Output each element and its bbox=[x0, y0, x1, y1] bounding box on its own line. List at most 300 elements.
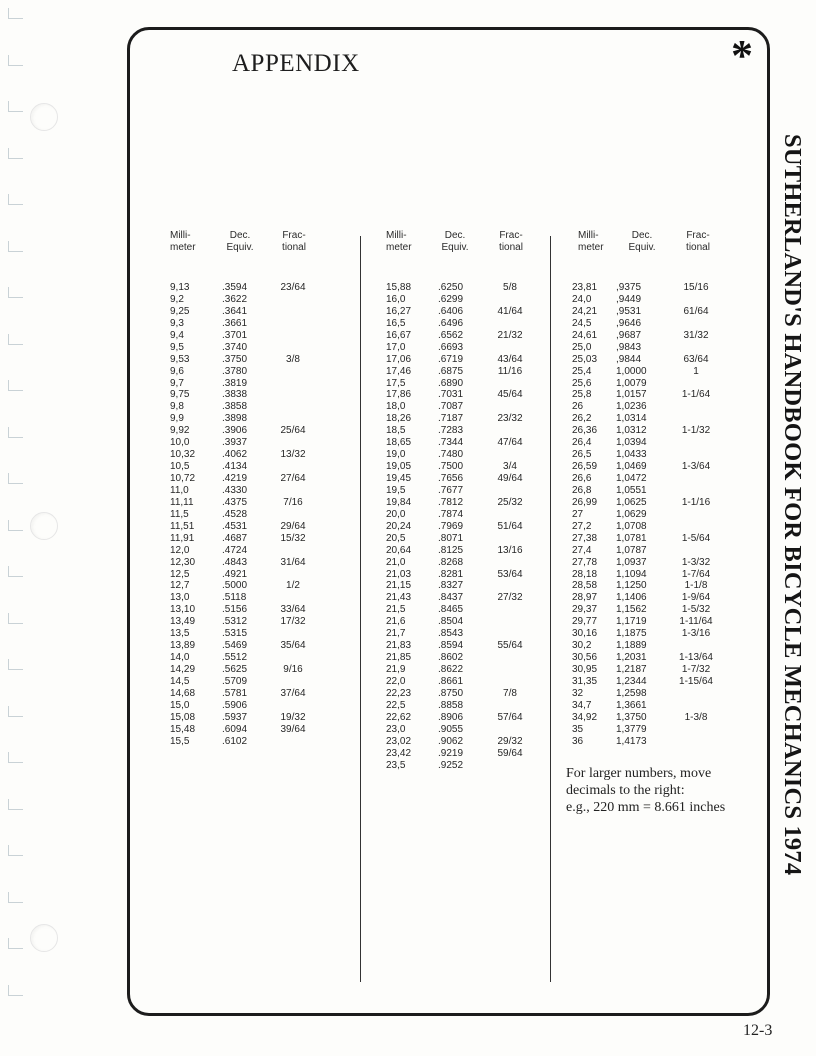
table-cell: 47/64 bbox=[497, 437, 523, 449]
millimeter-column bbox=[170, 282, 220, 748]
table-cell: 26,99 bbox=[572, 496, 598, 508]
table-cell: 18,0 bbox=[386, 401, 406, 413]
table-cell: 22,62 bbox=[386, 711, 412, 723]
fraction-column bbox=[666, 282, 726, 748]
table-cell bbox=[666, 401, 726, 413]
table-cell: 13,5 bbox=[170, 628, 190, 640]
binder-tab-mark bbox=[8, 8, 23, 19]
table-cell: ,9844 bbox=[616, 353, 642, 365]
binder-tab-mark bbox=[8, 427, 23, 438]
table-cell bbox=[666, 294, 726, 306]
table-cell: 9,6 bbox=[170, 365, 184, 377]
table-cell: 25,03 bbox=[572, 353, 598, 365]
table-cell: .6406 bbox=[438, 305, 464, 317]
table-cell: .7874 bbox=[438, 508, 464, 520]
table-cell: .8504 bbox=[438, 616, 464, 628]
table-cell: .4921 bbox=[222, 568, 248, 580]
table-cell: 1,1875 bbox=[616, 628, 647, 640]
table-cell: .4375 bbox=[222, 496, 248, 508]
table-cell: .4528 bbox=[222, 508, 248, 520]
table-cell: .3750 bbox=[222, 353, 248, 365]
table-cell: 26,36 bbox=[572, 425, 598, 437]
table-cell bbox=[666, 378, 726, 390]
table-cell: .7087 bbox=[438, 401, 464, 413]
table-cell: .5937 bbox=[222, 711, 248, 723]
binder-tab-mark bbox=[8, 194, 23, 205]
table-cell: .8661 bbox=[438, 675, 464, 687]
table-cell: 28,97 bbox=[572, 592, 598, 604]
table-cell bbox=[266, 401, 320, 413]
table-cell bbox=[266, 592, 320, 604]
table-cell: .8858 bbox=[438, 699, 464, 711]
table-cell bbox=[482, 509, 538, 521]
table-cell: .4531 bbox=[222, 520, 248, 532]
table-cell: 20,24 bbox=[386, 520, 412, 532]
table-cell bbox=[266, 318, 320, 330]
table-cell: .7344 bbox=[438, 437, 464, 449]
table-cell: 13/16 bbox=[497, 544, 523, 556]
table-cell: 31/32 bbox=[683, 329, 709, 341]
table-cell: 27,2 bbox=[572, 520, 592, 532]
table-cell: .7677 bbox=[438, 484, 464, 496]
table-cell: .8281 bbox=[438, 568, 464, 580]
table-cell: .8602 bbox=[438, 652, 464, 664]
table-cell bbox=[482, 401, 538, 413]
table-cell bbox=[266, 330, 320, 342]
table-cell bbox=[666, 318, 726, 330]
binder-tab-mark bbox=[8, 845, 23, 856]
table-cell: 1,1406 bbox=[616, 592, 647, 604]
table-cell: 16,0 bbox=[386, 293, 406, 305]
binder-tab-mark bbox=[8, 752, 23, 763]
table-cell: 18,26 bbox=[386, 413, 412, 425]
table-cell: 1,2344 bbox=[616, 675, 647, 687]
table-cell: .8622 bbox=[438, 664, 464, 675]
table-cell: 27 bbox=[572, 508, 584, 520]
table-cell: 1-5/64 bbox=[681, 532, 711, 544]
table-cell: 1-1/32 bbox=[681, 425, 711, 437]
table-cell: .7656 bbox=[438, 473, 464, 484]
table-cell: .6299 bbox=[438, 293, 464, 305]
table-cell: 15,5 bbox=[170, 735, 190, 747]
table-cell: 32 bbox=[572, 687, 584, 699]
table-cell: 33/64 bbox=[280, 604, 306, 616]
table-cell: 22,0 bbox=[386, 675, 406, 687]
table-cell: 37/64 bbox=[280, 687, 306, 699]
table-cell: 17,46 bbox=[386, 365, 412, 377]
header-millimeter: Milli- meter bbox=[578, 230, 604, 253]
table-cell: 21,83 bbox=[386, 640, 412, 652]
binder-tab-mark bbox=[8, 613, 23, 624]
table-cell: 1,0236 bbox=[616, 401, 647, 413]
header-decimal: Dec. Equiv. bbox=[226, 230, 254, 253]
table-cell: 1,1250 bbox=[616, 580, 647, 592]
table-cell: .9062 bbox=[438, 735, 464, 747]
table-cell: .3740 bbox=[222, 341, 248, 353]
table-cell: 15,48 bbox=[170, 723, 196, 735]
table-cell: .4843 bbox=[222, 556, 248, 568]
table-cell: .3937 bbox=[222, 437, 248, 449]
table-cell: .3701 bbox=[222, 329, 248, 341]
table-cell: 27/32 bbox=[497, 592, 523, 604]
table-cell: .3780 bbox=[222, 365, 248, 377]
table-cell: 1,0781 bbox=[616, 532, 647, 544]
table-cell: 35 bbox=[572, 723, 584, 735]
table-cell: 24,61 bbox=[572, 329, 598, 341]
binder-tab-mark bbox=[8, 241, 23, 252]
table-cell: .4134 bbox=[222, 461, 248, 473]
table-cell: 12,0 bbox=[170, 544, 190, 556]
binder-tab-mark bbox=[8, 55, 23, 66]
table-cell: .5781 bbox=[222, 687, 248, 699]
table-cell: .3594 bbox=[222, 282, 248, 293]
table-cell: 11,5 bbox=[170, 508, 189, 520]
table-cell: 15/16 bbox=[683, 282, 709, 293]
table-cell: .8268 bbox=[438, 556, 464, 568]
table-cell: 34,92 bbox=[572, 711, 598, 723]
table-cell: .8543 bbox=[438, 628, 464, 640]
decimal-column bbox=[438, 282, 488, 771]
table-cell bbox=[266, 437, 320, 449]
column-divider bbox=[360, 236, 361, 982]
table-cell: .8594 bbox=[438, 640, 464, 652]
table-cell: 13/32 bbox=[280, 449, 306, 461]
table-cell: 1,3750 bbox=[616, 711, 647, 723]
table-cell: 35/64 bbox=[280, 640, 306, 652]
table-cell: 29,37 bbox=[572, 604, 598, 616]
table-cell bbox=[482, 378, 538, 390]
table-cell: 9,53 bbox=[170, 353, 190, 365]
table-cell: 27,78 bbox=[572, 556, 598, 568]
header-decimal: Dec. Equiv. bbox=[441, 230, 469, 253]
table-cell: 9,75 bbox=[170, 389, 190, 401]
table-cell bbox=[266, 461, 320, 473]
table-cell bbox=[266, 378, 320, 390]
table-cell: 1,0000 bbox=[616, 365, 647, 377]
binder-tab-mark bbox=[8, 148, 23, 159]
table-cell: .4687 bbox=[222, 532, 248, 544]
table-cell: 22,5 bbox=[386, 699, 406, 711]
table-cell: 29/32 bbox=[497, 735, 523, 747]
table-cell: 24,5 bbox=[572, 317, 592, 329]
table-cell: 19,0 bbox=[386, 449, 406, 461]
table-cell: 19/32 bbox=[280, 711, 306, 723]
table-cell: 9,92 bbox=[170, 425, 190, 437]
table-cell: 28,18 bbox=[572, 568, 598, 580]
header-fractional: Frac- tional bbox=[499, 230, 523, 253]
table-cell: 24,21 bbox=[572, 305, 598, 317]
table-cell: .8437 bbox=[438, 592, 464, 604]
table-cell: 1,1562 bbox=[616, 604, 647, 616]
table-cell: .3622 bbox=[222, 293, 248, 305]
table-cell: 21,5 bbox=[386, 604, 406, 616]
table-cell: .8125 bbox=[438, 544, 464, 556]
table-cell: 26,5 bbox=[572, 449, 592, 461]
table-cell: 27,4 bbox=[572, 544, 592, 556]
table-cell: 1,0433 bbox=[616, 449, 647, 461]
table-cell: 36 bbox=[572, 735, 584, 747]
table-cell bbox=[666, 521, 726, 533]
table-cell: 1-3/32 bbox=[681, 556, 711, 568]
table-cell: 13,0 bbox=[170, 592, 190, 604]
table-cell: .6875 bbox=[438, 365, 464, 377]
table-cell: 9,25 bbox=[170, 305, 190, 317]
table-cell: .6496 bbox=[438, 317, 464, 329]
table-cell: 1,2598 bbox=[616, 687, 647, 699]
table-cell: 1-11/64 bbox=[679, 616, 713, 628]
table-cell: 10,72 bbox=[170, 473, 196, 484]
side-title-text: SUTHERLAND'S HANDBOOK FOR BICYCLE MECHANICS 1974 bbox=[779, 134, 806, 876]
table-cell bbox=[666, 485, 726, 497]
table-cell bbox=[666, 437, 726, 449]
table-cell: .5118 bbox=[222, 592, 247, 604]
table-cell: .6693 bbox=[438, 341, 464, 353]
table-cell: 57/64 bbox=[497, 711, 523, 723]
table-cell: 19,5 bbox=[386, 484, 406, 496]
table-cell: 17,06 bbox=[386, 353, 412, 365]
table-cell: 30,95 bbox=[572, 664, 598, 675]
table-cell bbox=[666, 700, 726, 712]
table-cell: 26 bbox=[572, 401, 584, 413]
table-cell: 23,02 bbox=[386, 735, 412, 747]
table-cell: 9,3 bbox=[170, 317, 184, 329]
table-cell bbox=[482, 557, 538, 569]
table-cell: .6250 bbox=[438, 282, 464, 293]
table-cell: .3661 bbox=[222, 317, 248, 329]
table-cell: 23/64 bbox=[280, 282, 306, 293]
table-cell: .7031 bbox=[438, 389, 464, 401]
table-cell: 14,68 bbox=[170, 687, 196, 699]
binder-tab-mark bbox=[8, 520, 23, 531]
table-cell: 5/8 bbox=[503, 282, 517, 293]
table-cell: 1,0157 bbox=[616, 389, 647, 401]
binder-tab-mark bbox=[8, 287, 23, 298]
table-cell: 1,0312 bbox=[616, 425, 647, 437]
table-cell: 15,0 bbox=[170, 699, 190, 711]
binder-tab-mark bbox=[8, 101, 23, 112]
table-cell: .9055 bbox=[438, 723, 464, 735]
table-cell bbox=[666, 640, 726, 652]
table-cell: 45/64 bbox=[497, 389, 523, 401]
table-cell: 28,58 bbox=[572, 580, 598, 592]
table-cell bbox=[482, 485, 538, 497]
table-cell bbox=[482, 652, 538, 664]
table-cell: 30,56 bbox=[572, 652, 598, 664]
table-cell: .5512 bbox=[222, 652, 248, 664]
table-cell: .5709 bbox=[222, 675, 248, 687]
table-cell: 11,11 bbox=[170, 496, 194, 508]
table-cell bbox=[266, 342, 320, 354]
binder-tab-mark bbox=[8, 938, 23, 949]
table-cell: 10,5 bbox=[170, 461, 190, 473]
table-cell: .7283 bbox=[438, 425, 464, 437]
table-cell: 1,0629 bbox=[616, 508, 647, 520]
table-cell: 9/16 bbox=[283, 664, 303, 675]
table-cell: 41/64 bbox=[497, 305, 523, 317]
table-cell: .6102 bbox=[222, 735, 248, 747]
binder-tab-mark bbox=[8, 566, 23, 577]
table-cell: 25,4 bbox=[572, 365, 592, 377]
table-cell: 1/2 bbox=[286, 580, 300, 592]
table-cell: 1-7/64 bbox=[681, 568, 711, 580]
table-cell: 1-1/8 bbox=[684, 580, 708, 592]
table-cell bbox=[666, 509, 726, 521]
table-cell: 14,5 bbox=[170, 675, 190, 687]
millimeter-column bbox=[386, 282, 436, 771]
table-cell: 13,89 bbox=[170, 640, 196, 652]
table-cell: 51/64 bbox=[497, 520, 523, 532]
table-cell: .8750 bbox=[438, 687, 464, 699]
table-cell bbox=[482, 724, 538, 736]
binder-tab-mark bbox=[8, 985, 23, 996]
table-cell: 61/64 bbox=[683, 305, 709, 317]
table-cell: 16,27 bbox=[386, 305, 412, 317]
table-cell: 1,0708 bbox=[616, 520, 647, 532]
table-cell: 59/64 bbox=[497, 747, 523, 759]
table-cell: .3906 bbox=[222, 425, 248, 437]
table-cell bbox=[482, 664, 538, 676]
table-cell: .7187 bbox=[438, 413, 464, 425]
table-cell: .7480 bbox=[438, 449, 464, 461]
table-cell: .5906 bbox=[222, 699, 248, 711]
table-cell: 1,1719 bbox=[616, 616, 647, 628]
table-cell: 25,0 bbox=[572, 341, 592, 353]
table-cell: 20,64 bbox=[386, 544, 412, 556]
table-cell bbox=[266, 294, 320, 306]
table-cell: .4219 bbox=[222, 473, 248, 484]
table-cell: .5156 bbox=[222, 604, 248, 616]
table-cell: 17,5 bbox=[386, 377, 406, 389]
table-cell: .7969 bbox=[438, 520, 464, 532]
table-cell bbox=[482, 676, 538, 688]
table-cell: 1,0787 bbox=[616, 544, 647, 556]
table-cell: 15/32 bbox=[280, 532, 306, 544]
table-cell: 1-9/64 bbox=[681, 592, 711, 604]
binder-tab-mark bbox=[8, 892, 23, 903]
table-cell: .3858 bbox=[222, 401, 248, 413]
table-cell: 53/64 bbox=[497, 568, 523, 580]
table-cell: 21,15 bbox=[386, 580, 412, 592]
table-cell bbox=[482, 760, 538, 772]
table-cell: 29,77 bbox=[572, 616, 598, 628]
table-cell: 13,10 bbox=[170, 604, 196, 616]
table-cell bbox=[266, 628, 320, 640]
table-cell bbox=[266, 545, 320, 557]
table-cell: .9252 bbox=[438, 759, 464, 771]
table-cell: 9,2 bbox=[170, 293, 184, 305]
table-cell: 9,7 bbox=[170, 377, 184, 389]
table-cell: 20,5 bbox=[386, 532, 406, 544]
table-cell bbox=[666, 449, 726, 461]
table-cell bbox=[666, 736, 726, 748]
table-cell: ,9646 bbox=[616, 317, 642, 329]
table-cell: 10,0 bbox=[170, 437, 190, 449]
table-cell: .3641 bbox=[222, 305, 248, 317]
table-cell: 1-1/64 bbox=[681, 389, 711, 401]
binder-tab-mark bbox=[8, 334, 23, 345]
table-cell: 12,7 bbox=[170, 580, 190, 592]
table-cell: 16,67 bbox=[386, 329, 412, 341]
table-cell bbox=[266, 413, 320, 425]
table-cell: 7/16 bbox=[283, 496, 303, 508]
table-cell: 1,4173 bbox=[616, 735, 647, 747]
binder-tab-mark bbox=[8, 799, 23, 810]
table-cell: 31/64 bbox=[280, 556, 306, 568]
table-cell: .8906 bbox=[438, 711, 464, 723]
table-cell: 15,88 bbox=[386, 282, 412, 293]
table-cell: 1,3779 bbox=[616, 723, 647, 735]
table-cell: .3898 bbox=[222, 413, 248, 425]
table-cell: 15,08 bbox=[170, 711, 196, 723]
table-cell: 19,45 bbox=[386, 473, 412, 484]
table-cell: 26,59 bbox=[572, 461, 598, 473]
table-cell: 21/32 bbox=[497, 329, 523, 341]
table-cell bbox=[482, 604, 538, 616]
punch-hole bbox=[30, 512, 58, 540]
header-millimeter: Milli- meter bbox=[386, 230, 412, 253]
table-cell: 21,85 bbox=[386, 652, 412, 664]
table-cell: 22,23 bbox=[386, 687, 412, 699]
table-cell: 12,30 bbox=[170, 556, 196, 568]
table-cell: .5312 bbox=[222, 616, 248, 628]
table-cell: 16,5 bbox=[386, 317, 406, 329]
table-cell bbox=[482, 580, 538, 592]
table-cell: 26,8 bbox=[572, 484, 592, 496]
table-cell: 3/4 bbox=[503, 461, 517, 473]
table-cell: 30,2 bbox=[572, 640, 592, 652]
decimal-column bbox=[616, 282, 666, 748]
table-cell: ,9449 bbox=[616, 293, 642, 305]
table-cell bbox=[666, 473, 726, 485]
table-cell bbox=[482, 342, 538, 354]
table-cell: 1,2187 bbox=[616, 664, 647, 675]
page-title: APPENDIX bbox=[232, 50, 360, 77]
table-cell: 11,0 bbox=[170, 484, 189, 496]
table-cell bbox=[666, 724, 726, 736]
table-cell: 23/32 bbox=[497, 413, 523, 425]
binder-tab-mark bbox=[8, 380, 23, 391]
table-cell: 1,0625 bbox=[616, 496, 647, 508]
table-cell bbox=[266, 736, 320, 748]
table-cell: 55/64 bbox=[497, 640, 523, 652]
table-cell bbox=[482, 449, 538, 461]
table-cell: 30,16 bbox=[572, 628, 598, 640]
table-cell bbox=[666, 342, 726, 354]
table-cell: 21,03 bbox=[386, 568, 412, 580]
decimal-column bbox=[222, 282, 272, 748]
table-cell bbox=[666, 413, 726, 425]
table-cell bbox=[266, 652, 320, 664]
table-cell: 43/64 bbox=[497, 353, 523, 365]
table-cell: .8327 bbox=[438, 580, 464, 592]
page-number: 12-3 bbox=[743, 1022, 773, 1039]
side-title bbox=[768, 108, 816, 902]
table-cell: 1,0472 bbox=[616, 473, 647, 484]
table-cell: 25,8 bbox=[572, 389, 592, 401]
table-cell: 19,05 bbox=[386, 461, 412, 473]
table-cell: .4724 bbox=[222, 544, 248, 556]
table-cell: 12,5 bbox=[170, 568, 190, 580]
table-cell: 18,65 bbox=[386, 437, 412, 449]
table-cell: .5315 bbox=[222, 628, 248, 640]
table-cell: 39/64 bbox=[280, 723, 306, 735]
table-cell: ,9375 bbox=[616, 282, 642, 293]
table-cell: 1-15/64 bbox=[679, 675, 713, 687]
table-cell bbox=[266, 366, 320, 378]
table-cell: 21,43 bbox=[386, 592, 412, 604]
table-cell: 7/8 bbox=[503, 687, 517, 699]
table-cell: 23,0 bbox=[386, 723, 406, 735]
